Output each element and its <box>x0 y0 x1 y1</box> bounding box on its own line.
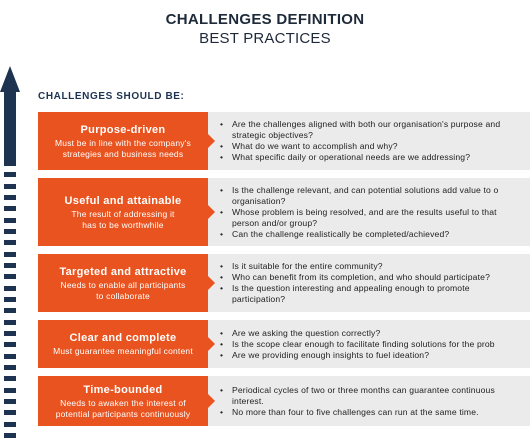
arrow-stripe <box>4 410 16 415</box>
criterion-row-useful-and-attainable <box>38 178 530 246</box>
question-item: • Are the challenges aligned with both our organisation's purpose and strategic objectives? <box>220 119 500 141</box>
question-item: • Are we providing enough insights to fuel ideation? <box>220 350 495 361</box>
criterion-description: Must be in line with the company's strategies and business needs <box>55 137 191 159</box>
arrow-stripe <box>4 388 16 393</box>
criterion-title: Clear and complete <box>69 332 177 344</box>
criterion-box <box>38 178 208 246</box>
arrow-stripe <box>4 274 16 279</box>
pointer-arrow-icon <box>208 134 215 148</box>
arrow-stripe <box>4 331 16 336</box>
arrow-stripe <box>4 399 16 404</box>
arrow-stripe <box>4 376 16 381</box>
section-heading: CHALLENGES SHOULD BE: <box>38 91 185 102</box>
criterion-row-targeted-and-attractive <box>38 254 530 312</box>
question-item: • Are we asking the question correctly? <box>220 328 495 339</box>
arrow-stripe <box>4 240 16 245</box>
question-item: • Is the scope clear enough to facilitate finding solutions for the prob <box>220 339 495 350</box>
arrow-stripe <box>4 433 16 438</box>
criterion-description: The result of addressing it has to be worthwhile <box>71 208 175 230</box>
question-item: • Whose problem is being resolved, and are the results useful to that person and/or group? <box>220 207 498 229</box>
criterion-questions <box>208 178 530 246</box>
page-subtitle: BEST PRACTICES <box>199 30 331 47</box>
question-item: • Can the challenge realistically be completed/achieved? <box>220 229 498 240</box>
criterion-box <box>38 320 208 368</box>
question-item: • Is the challenge relevant, and can potential solutions add value to o organisation? <box>220 185 498 207</box>
criterion-box <box>38 376 208 426</box>
arrow-stripe <box>4 172 16 177</box>
criterion-title: Purpose-driven <box>80 123 166 136</box>
pointer-arrow-icon <box>208 276 215 290</box>
arrow-stripe <box>4 422 16 427</box>
pointer-arrow-icon <box>208 205 215 219</box>
header <box>0 10 530 48</box>
criterion-row-time-bounded <box>38 376 530 426</box>
arrow-stripe <box>4 342 16 347</box>
arrow-stripe <box>4 286 16 291</box>
question-item: • Is it suitable for the entire community? <box>220 261 490 272</box>
arrow-stripe <box>4 320 16 325</box>
question-item: • No more than four to five challenges can run at the same time. <box>220 407 495 418</box>
criterion-description: Needs to awaken the interest of potential participants continuously <box>55 397 191 419</box>
question-item: • What specific daily or operational needs are we addressing? <box>220 152 500 163</box>
criterion-title: Targeted and attractive <box>59 265 187 278</box>
arrow-stripe <box>4 206 16 211</box>
arrow-stripe <box>4 297 16 302</box>
question-item: • Is the question interesting and appealing enough to promote participation? <box>220 283 490 305</box>
criterion-description: Must guarantee meaningful content <box>53 346 193 356</box>
question-item: • Periodical cycles of two or three months can guarantee continuous interest. <box>220 385 495 407</box>
question-item: • Who can benefit from its completion, and who should participate? <box>220 272 490 283</box>
criterion-box <box>38 112 208 170</box>
page-title: CHALLENGES DEFINITION <box>165 11 365 28</box>
arrow-stripe <box>4 263 16 268</box>
criterion-title: Useful and attainable <box>64 194 182 207</box>
arrow-stripe <box>4 195 16 200</box>
arrow-stripe <box>4 229 16 234</box>
question-item: • What do we want to accomplish and why? <box>220 141 500 152</box>
pointer-arrow-icon <box>208 394 215 408</box>
progress-arrow-icon <box>0 66 20 442</box>
criterion-questions <box>208 320 530 368</box>
arrow-stripe <box>4 184 16 189</box>
arrow-stripe <box>4 354 16 359</box>
criterion-questions <box>208 376 530 426</box>
criterion-questions <box>208 254 530 312</box>
arrow-stripe <box>4 252 16 257</box>
criterion-row-purpose-driven <box>38 112 530 170</box>
pointer-arrow-icon <box>208 337 215 351</box>
arrow-stripe <box>4 365 16 370</box>
criterion-description: Needs to enable all participants to collaborate <box>60 279 186 301</box>
criterion-box <box>38 254 208 312</box>
criterion-questions <box>208 112 530 170</box>
criterion-row-clear-and-complete <box>38 320 530 368</box>
arrow-stripe <box>4 218 16 223</box>
arrow-stripe <box>4 308 16 313</box>
criterion-title: Time-bounded <box>83 383 163 396</box>
